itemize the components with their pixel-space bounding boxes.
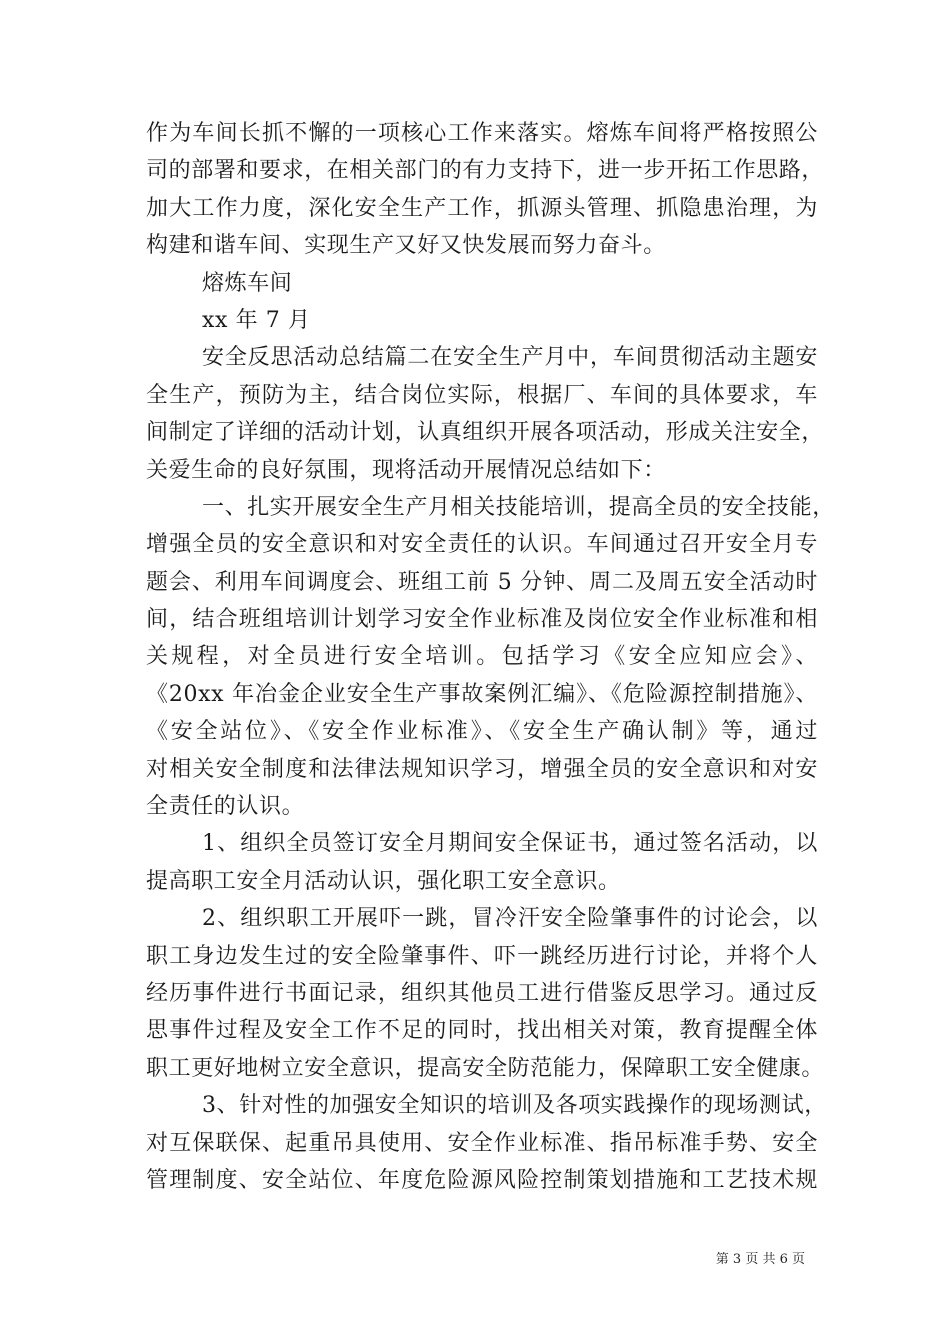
text-line: 间，结合班组培训计划学习安全作业标准及岗位安全作业标准和相: [146, 607, 818, 633]
signature-date: xx 年 7 月: [202, 307, 311, 333]
text-line: 加大工作力度，深化安全生产工作，抓源头管理、抓隐患治理，为: [146, 195, 818, 221]
text-line: 职工身边发生过的安全险肇事件、吓一跳经历进行讨论，并将个人: [146, 943, 818, 969]
text-line: 一、扎实开展安全生产月相关技能培训，提高全员的安全技能，: [202, 494, 835, 520]
text-line: 司的部署和要求，在相关部门的有力支持下，进一步开拓工作思路，: [146, 158, 825, 184]
text-line: 增强全员的安全意识和对安全责任的认识。车间通过召开安全月专: [146, 532, 818, 558]
text-line: 全责任的认识。: [146, 794, 305, 820]
text-line: 间制定了详细的活动计划，认真组织开展各项活动，形成关注安全，: [146, 420, 825, 446]
text-line: 2、组织职工开展吓一跳，冒冷汗安全险肇事件的讨论会，以: [202, 906, 818, 932]
signature-dept: 熔炼车间: [202, 270, 293, 296]
text-line: 《安全站位》、《安全作业标准》、《安全生产确认制》等，通过: [146, 719, 818, 745]
document-body: [146, 115, 835, 1199]
text-line: 思事件过程及安全工作不足的同时，找出相关对策，教育提醒全体: [146, 1018, 818, 1044]
text-line: 提高职工安全月活动认识，强化职工安全意识。: [146, 868, 621, 894]
text-line: 3、针对性的加强安全知识的培训及各项实践操作的现场测试，: [202, 1093, 827, 1119]
text-line: 关爱生命的良好氛围，现将活动开展情况总结如下：: [146, 457, 666, 483]
text-line: 经历事件进行书面记录，组织其他员工进行借鉴反思学习。通过反: [146, 980, 818, 1006]
text-line: 管理制度、安全站位、年度危险源风险控制策划措施和工艺技术规: [146, 1167, 818, 1193]
text-line: 对互保联保、起重吊具使用、安全作业标准、指吊标准手势、安全: [146, 1130, 818, 1156]
page-number: 第 3 页 共 6 页: [715, 1252, 805, 1267]
text-line: 构建和谐车间、实现生产又好又快发展而努力奋斗。: [146, 233, 666, 259]
text-line: 职工更好地树立安全意识，提高安全防范能力，保障职工安全健康。: [146, 1055, 825, 1081]
text-line: 全生产，预防为主，结合岗位实际，根据厂、车间的具体要求，车: [146, 382, 818, 408]
text-line: 作为车间长抓不懈的一项核心工作来落实。熔炼车间将严格按照公: [146, 121, 818, 146]
text-line: 1、组织全员签订安全月期间安全保证书，通过签名活动，以: [202, 831, 818, 857]
text-line: 关规程，对全员进行安全培训。包括学习《安全应知应会》、: [146, 644, 818, 670]
text-line: 题会、利用车间调度会、班组工前 5 分钟、周二及周五安全活动时: [146, 569, 818, 595]
text-line: 《20xx 年冶金企业安全生产事故案例汇编》、《危险源控制措施》、: [146, 681, 818, 707]
text-line: 对相关安全制度和法律法规知识学习，增强全员的安全意识和对安: [146, 756, 818, 782]
text-line: 安全反思活动总结篇二在安全生产月中，车间贯彻活动主题安: [202, 345, 818, 371]
